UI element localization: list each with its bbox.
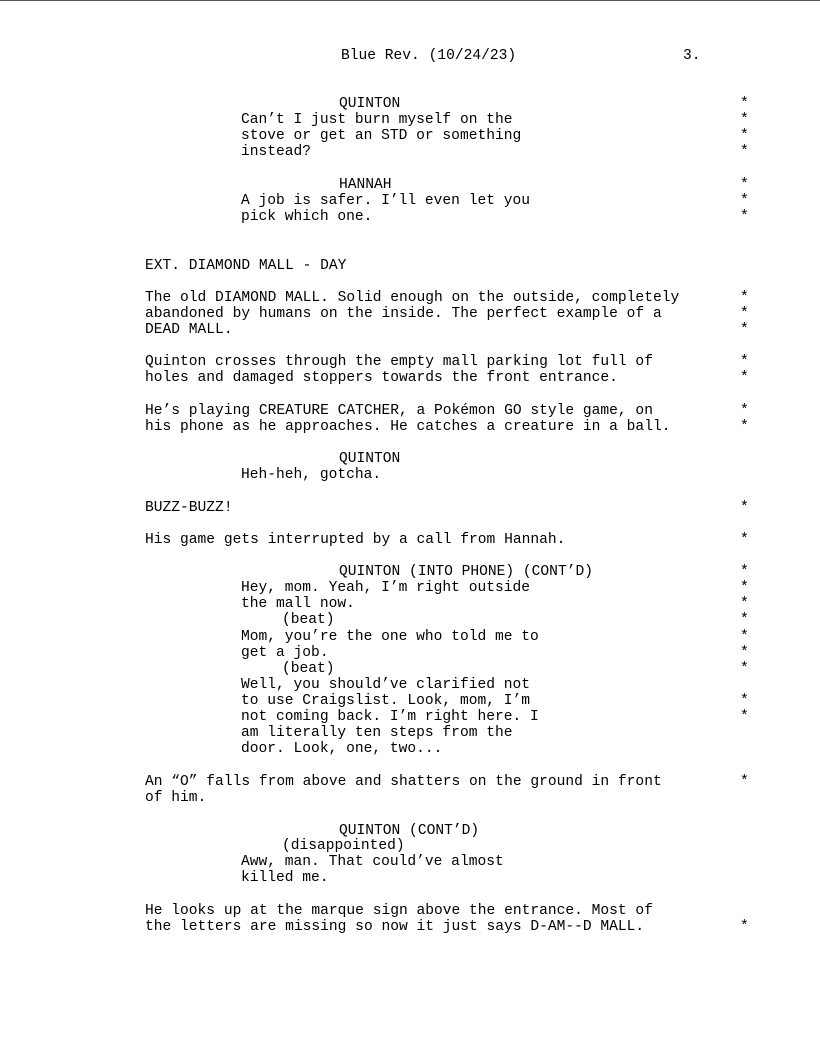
action-line: holes and damaged stoppers towards the front entrance. — [145, 370, 618, 386]
revision-mark: * — [740, 370, 749, 386]
dialogue-line: pick which one. — [241, 209, 373, 225]
revision-mark: * — [740, 144, 749, 160]
dialogue-line: Mom, you’re the one who told me to — [241, 629, 539, 645]
character-name: QUINTON — [339, 451, 401, 467]
revision-mark: * — [740, 128, 749, 144]
revision-mark: * — [740, 403, 749, 419]
revision-mark: * — [740, 322, 749, 338]
dialogue-line: Hey, mom. Yeah, I’m right outside — [241, 580, 531, 596]
dialogue-line: Aww, man. That could’ve almost — [241, 854, 504, 870]
dialogue-line: Heh-heh, gotcha. — [241, 467, 382, 483]
revision-mark: * — [740, 645, 749, 661]
revision-mark: * — [740, 419, 749, 435]
dialogue-line: stove or get an STD or something — [241, 128, 522, 144]
revision-header: Blue Rev. (10/24/23) — [341, 48, 517, 64]
character-name: QUINTON (CONT’D) — [339, 823, 480, 839]
action-line: The old DIAMOND MALL. Solid enough on the outside, completely — [145, 290, 680, 306]
dialogue-line: to use Craigslist. Look, mom, I’m — [241, 693, 531, 709]
revision-mark: * — [740, 532, 749, 548]
revision-mark: * — [740, 661, 749, 677]
parenthetical: (beat) — [282, 612, 335, 628]
revision-mark: * — [740, 774, 749, 790]
revision-mark: * — [740, 612, 749, 628]
revision-mark: * — [740, 177, 749, 193]
revision-mark: * — [740, 709, 749, 725]
action-line: the letters are missing so now it just says D-AM--D MALL. — [145, 919, 645, 935]
dialogue-line: A job is safer. I’ll even let you — [241, 193, 531, 209]
action-line: He’s playing CREATURE CATCHER, a Pokémon GO style game, on — [145, 403, 653, 419]
action-line: His game gets interrupted by a call from Hannah. — [145, 532, 566, 548]
dialogue-line: not coming back. I’m right here. I — [241, 709, 539, 725]
dialogue-line: Can’t I just burn myself on the — [241, 112, 513, 128]
revision-mark: * — [740, 290, 749, 306]
dialogue-line: instead? — [241, 144, 312, 160]
action-line: DEAD MALL. — [145, 322, 233, 338]
revision-mark: * — [740, 112, 749, 128]
revision-mark: * — [740, 96, 749, 112]
revision-mark: * — [740, 500, 749, 516]
scene-heading: EXT. DIAMOND MALL - DAY — [145, 258, 347, 274]
action-line: He looks up at the marque sign above the entrance. Most of — [145, 903, 653, 919]
page-top-border — [0, 0, 820, 1]
dialogue-line: killed me. — [241, 870, 329, 886]
action-line: Quinton crosses through the empty mall parking lot full of — [145, 354, 653, 370]
revision-mark: * — [740, 580, 749, 596]
action-line: of him. — [145, 790, 207, 806]
revision-mark: * — [740, 193, 749, 209]
dialogue-line: am literally ten steps from the — [241, 725, 513, 741]
dialogue-line: the mall now. — [241, 596, 355, 612]
revision-mark: * — [740, 596, 749, 612]
dialogue-line: door. Look, one, two... — [241, 741, 443, 757]
action-line: An “O” falls from above and shatters on the ground in front — [145, 774, 662, 790]
revision-mark: * — [740, 306, 749, 322]
action-line: BUZZ-BUZZ! — [145, 500, 233, 516]
action-line: abandoned by humans on the inside. The perfect example of a — [145, 306, 662, 322]
revision-mark: * — [740, 693, 749, 709]
revision-mark: * — [740, 354, 749, 370]
action-line: his phone as he approaches. He catches a creature in a ball. — [145, 419, 671, 435]
dialogue-line: get a job. — [241, 645, 329, 661]
revision-mark: * — [740, 919, 749, 935]
character-name: HANNAH — [339, 177, 392, 193]
character-name: QUINTON — [339, 96, 401, 112]
revision-mark: * — [740, 629, 749, 645]
parenthetical: (beat) — [282, 661, 335, 677]
dialogue-line: Well, you should’ve clarified not — [241, 677, 531, 693]
revision-mark: * — [740, 209, 749, 225]
revision-mark: * — [740, 564, 749, 580]
parenthetical: (disappointed) — [282, 838, 405, 854]
page-number: 3. — [683, 48, 701, 64]
character-name: QUINTON (INTO PHONE) (CONT’D) — [339, 564, 593, 580]
